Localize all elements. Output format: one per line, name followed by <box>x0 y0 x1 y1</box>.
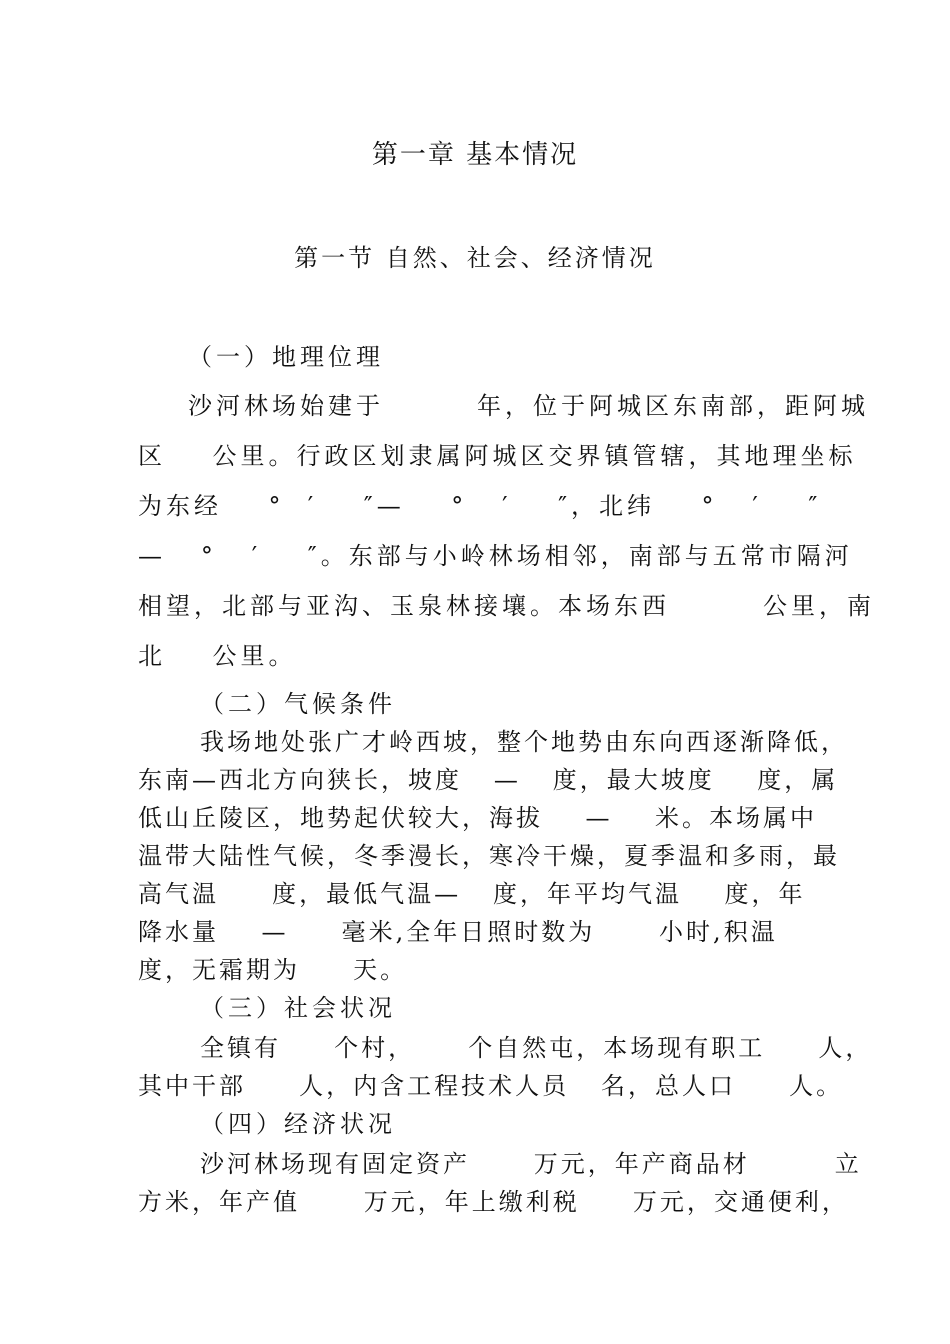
paragraph-line: 东南—西北方向狭长，坡度 — 度，最大坡度 度，属 <box>138 766 839 794</box>
paragraph-line: 相望，北部与亚沟、玉泉林接壤。本场东西 公里，南 <box>138 592 876 620</box>
subsection-heading: （一）地理位理 <box>188 343 384 371</box>
paragraph-line: 我场地处张广才岭西坡，整个地势由东向西逐渐降低， <box>200 728 848 756</box>
paragraph-line: 降水量 — 毫米,全年日照时数为 小时,积温 <box>138 918 778 946</box>
paragraph-line: 方米，年产值 万元，年上缴利税 万元，交通便利， <box>138 1188 849 1216</box>
subsection-heading: （二）气候条件 <box>200 690 396 718</box>
paragraph-line: 沙河林场现有固定资产 万元，年产商品材 立 <box>200 1150 862 1178</box>
chapter-title: 第一章 基本情况 <box>371 140 579 170</box>
paragraph-line: 高气温 度，最低气温— 度，年平均气温 度，年 <box>138 880 806 908</box>
paragraph-line: 为东经 ° ′ ″— ° ′ ″，北纬 ° ′ ″ <box>138 492 822 520</box>
paragraph-line: 低山丘陵区，地势起伏较大，海拔 — 米。本场属中 <box>138 804 818 832</box>
paragraph-line: 沙河林场始建于 年，位于阿城区东南部，距阿城 <box>188 392 870 420</box>
paragraph-line: 温带大陆性气候，冬季漫长，寒冷干燥，夏季温和多雨，最 <box>138 842 840 870</box>
subsection-heading: （三）社会状况 <box>200 994 396 1022</box>
subsection-heading: （四）经济状况 <box>200 1110 396 1138</box>
paragraph-line: 北 公里。 <box>138 642 297 670</box>
paragraph-line: 度，无霜期为 天。 <box>138 956 408 984</box>
section-title: 第一节 自然、社会、经济情况 <box>294 244 656 272</box>
paragraph-line: 区 公里。行政区划隶属阿城区交界镇管辖，其地理坐标 <box>138 442 857 470</box>
paragraph-line: 其中干部 人，内含工程技术人员 名，总人口 人。 <box>138 1072 844 1100</box>
paragraph-line: 全镇有 个村， 个自然屯，本场现有职工 人， <box>200 1034 873 1062</box>
paragraph-line: — ° ′ ″。东部与小岭林场相邻，南部与五常市隔河 <box>138 542 853 570</box>
